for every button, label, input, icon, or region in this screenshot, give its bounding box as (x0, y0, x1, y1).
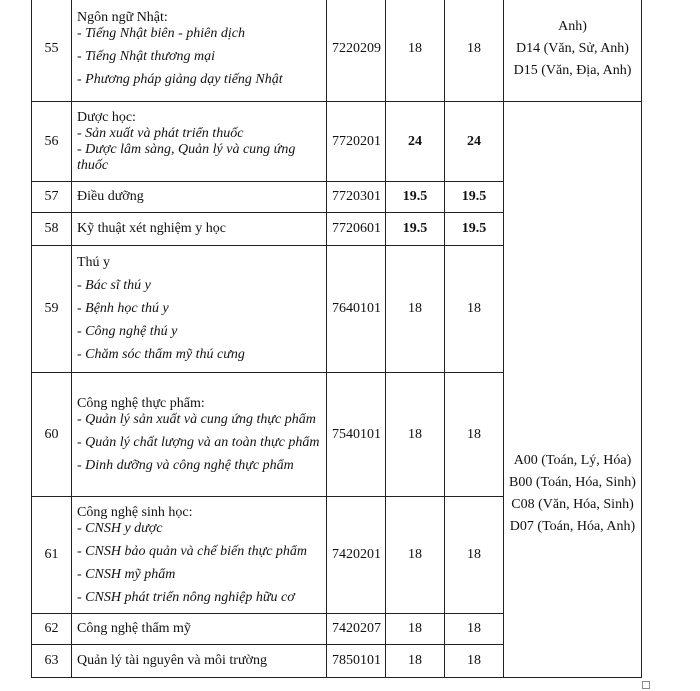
major-code: 7420207 (327, 614, 386, 645)
row-number: 59 (32, 246, 72, 373)
specialization: - Dược lâm sàng, Quản lý và cung ứng thuốc (77, 141, 296, 173)
table-row (32, 0, 642, 102)
score-2: 24 (445, 102, 504, 182)
score-1: 18 (386, 614, 445, 645)
major-name-cell (72, 246, 327, 373)
specialization: - Chăm sóc thẩm mỹ thú cưng (77, 347, 245, 362)
table-row (32, 102, 642, 182)
combo-text: B00 (Toán, Hóa, Sinh) (509, 475, 636, 490)
major-name-cell (72, 0, 327, 102)
major-title: Công nghệ thực phẩm: (77, 395, 205, 411)
specialization: - CNSH y dược (77, 520, 163, 536)
specialization: - Dinh dưỡng và công nghệ thực phẩm (77, 457, 294, 473)
major-title: Thú y (77, 255, 111, 270)
major-code: 7640101 (327, 246, 386, 373)
score-2: 18 (445, 614, 504, 645)
specialization: - Quản lý chất lượng và an toàn thực phẩm (77, 434, 320, 450)
score-1: 18 (386, 0, 445, 102)
admission-score-table (31, 0, 642, 678)
score-2: 18 (445, 497, 504, 614)
row-number: 57 (32, 182, 72, 213)
paragraph-marker-icon (642, 681, 650, 689)
major-title: Công nghệ thẩm mỹ (72, 614, 327, 645)
combo-text: Anh) (558, 19, 587, 34)
specialization: - Bác sĩ thú y (77, 278, 151, 293)
major-code: 7220209 (327, 0, 386, 102)
major-code: 7720601 (327, 213, 386, 246)
major-title: Ngôn ngữ Nhật: (77, 10, 168, 25)
specialization: - CNSH mỹ phẩm (77, 566, 176, 582)
specialization: - Sản xuất và phát triển thuốc (77, 125, 244, 141)
specialization: - Phương pháp giảng dạy tiếng Nhật (77, 72, 283, 87)
combo-text: D07 (Toán, Hóa, Anh) (509, 519, 636, 534)
major-name-cell (72, 373, 327, 497)
score-2: 19.5 (445, 182, 504, 213)
score-1: 18 (386, 246, 445, 373)
specialization: - Tiếng Nhật biên - phiên dịch (77, 26, 245, 41)
major-title: Điều dưỡng (72, 182, 327, 213)
subject-combos-main (504, 102, 642, 678)
specialization: - CNSH phát triển nông nghiệp hữu cơ (77, 589, 295, 605)
score-2: 19.5 (445, 213, 504, 246)
major-name-cell (72, 497, 327, 614)
combo-text: D14 (Văn, Sử, Anh) (516, 41, 629, 56)
major-code: 7720301 (327, 182, 386, 213)
major-title: Dược học: (77, 109, 136, 125)
score-1: 19.5 (386, 182, 445, 213)
score-2: 18 (445, 645, 504, 678)
row-number: 63 (32, 645, 72, 678)
score-1: 19.5 (386, 213, 445, 246)
specialization: - Tiếng Nhật thương mại (77, 49, 216, 64)
major-title: Công nghệ sinh học: (77, 504, 193, 520)
row-number: 60 (32, 373, 72, 497)
combo-text: A00 (Toán, Lý, Hóa) (513, 453, 632, 468)
specialization: - Quản lý sản xuất và cung ứng thực phẩm (77, 411, 316, 427)
major-code: 7420201 (327, 497, 386, 614)
row-number: 58 (32, 213, 72, 246)
row-number: 55 (32, 0, 72, 102)
subject-combos-top (504, 0, 642, 102)
major-title: Kỹ thuật xét nghiệm y học (72, 213, 327, 246)
combo-text: D15 (Văn, Địa, Anh) (513, 63, 632, 78)
row-number: 56 (32, 102, 72, 182)
score-2: 18 (445, 0, 504, 102)
major-code: 7850101 (327, 645, 386, 678)
score-2: 18 (445, 373, 504, 497)
major-name-cell (72, 102, 327, 182)
combo-text: C08 (Văn, Hóa, Sinh) (511, 497, 634, 512)
score-1: 18 (386, 373, 445, 497)
major-code: 7720201 (327, 102, 386, 182)
combo-group (509, 453, 636, 535)
major-code: 7540101 (327, 373, 386, 497)
row-number: 61 (32, 497, 72, 614)
score-1: 24 (386, 102, 445, 182)
row-number: 62 (32, 614, 72, 645)
major-title: Quản lý tài nguyên và môi trường (72, 645, 327, 678)
specialization: - CNSH bảo quản và chế biến thực phẩm (77, 543, 308, 559)
score-1: 18 (386, 645, 445, 678)
score-1: 18 (386, 497, 445, 614)
specialization: - Bệnh học thú y (77, 301, 169, 316)
score-2: 18 (445, 246, 504, 373)
specialization: - Công nghệ thú y (77, 324, 178, 339)
